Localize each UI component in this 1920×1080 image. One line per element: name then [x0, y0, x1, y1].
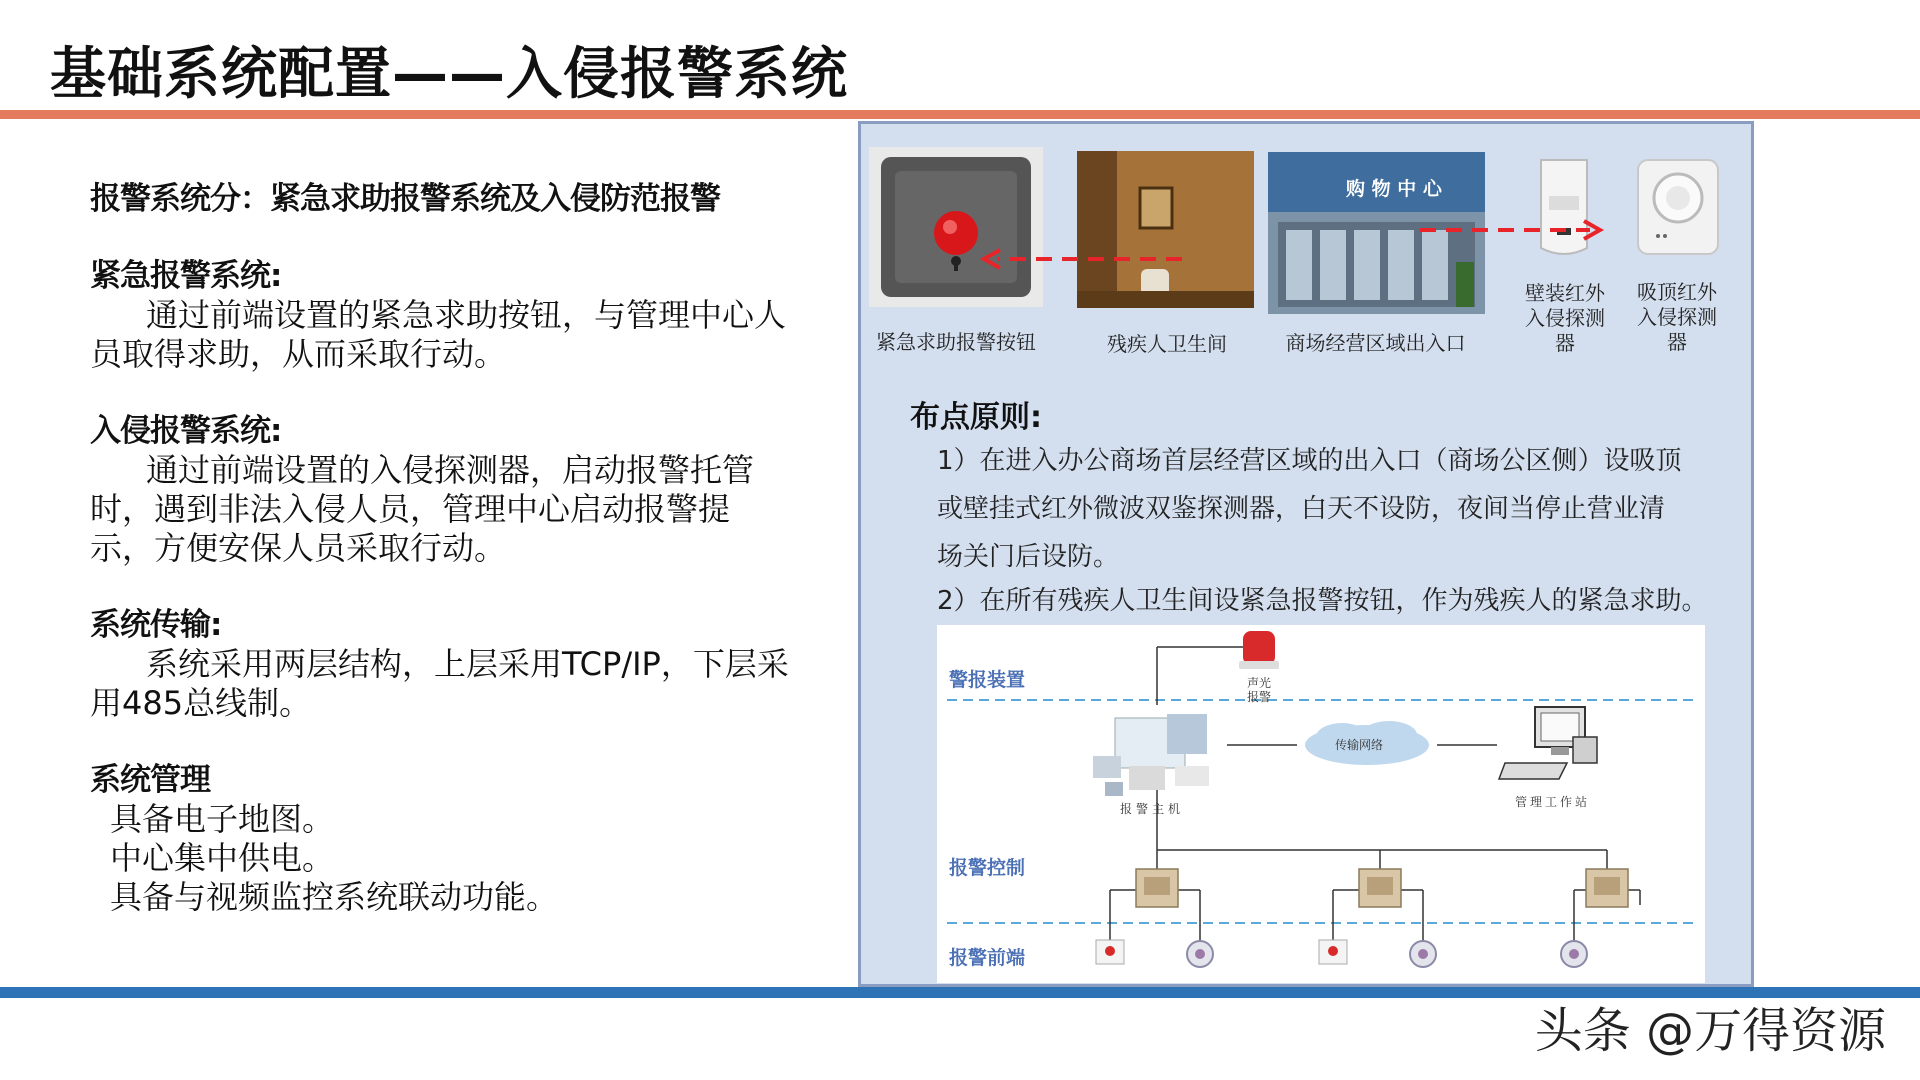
management-item: 中心集中供电。 [110, 839, 335, 877]
principle-line: 2）在所有残疾人卫生间设紧急报警按钮，作为残疾人的紧急求助。 [937, 586, 1708, 616]
caption-wall-detector [1515, 281, 1615, 356]
watermark: 头条 @万得资源 [1534, 1003, 1886, 1059]
caption-entrance: 商场经营区域出入口 [1285, 331, 1466, 355]
panic-button-icon [1316, 937, 1350, 967]
host-label: 报警主机 [1120, 802, 1185, 816]
principle-heading: 布点原则: [910, 400, 1042, 435]
transport-text: 系统采用两层结构，上层采用TCP/IP，下层采用485总线制。 [90, 645, 789, 722]
alarm-host-icon [1085, 710, 1235, 800]
layer-label-alarm-control: 报警控制 [949, 857, 1026, 879]
intrusion-text: 通过前端设置的入侵探测器，启动报警托管时，遇到非法入侵人员，管理中心启动报警提示，方便安保人员采取行动。 [90, 451, 755, 567]
emergency-text: 通过前端设置的紧急求助按钮，与管理中心人员取得求助，从而采取行动。 [90, 296, 787, 373]
management-item: 具备与视频监控系统联动功能。 [110, 878, 559, 916]
principle-line: 1）在进入办公商场首层经营区域的出入口（商场公区侧）设吸顶 [937, 446, 1682, 476]
intrusion-heading: 入侵报警系统: [90, 413, 282, 449]
caption-toilet: 残疾人卫生间 [1107, 332, 1227, 356]
transport-heading: 系统传输: [90, 607, 222, 643]
mall-sign-text: 购 物 中 心 [1346, 178, 1442, 200]
management-item: 具备电子地图。 [110, 800, 335, 838]
caption-emergency-button: 紧急求助报警按钮 [876, 330, 1036, 354]
management-block [90, 761, 790, 917]
network-label: 传输网络 [1335, 738, 1384, 752]
arrow-to-detector [1420, 221, 1600, 239]
principle-line: 场关门后设防。 [937, 542, 1120, 572]
caption-line: 器 [1667, 330, 1687, 354]
siren-label [1247, 676, 1271, 704]
detector-icon [1183, 939, 1217, 969]
caption-ceiling-detector [1627, 280, 1727, 355]
caption-line: 壁装红外 [1525, 281, 1605, 305]
caption-line: 入侵探测 [1525, 306, 1605, 330]
transport-block [90, 606, 790, 723]
caption-line: 器 [1555, 331, 1575, 355]
workstation-icon [1497, 703, 1607, 783]
controller-icon [1355, 865, 1405, 911]
detector-icon [1406, 939, 1440, 969]
workstation-label: 管理工作站 [1515, 795, 1591, 809]
detector-icon [1557, 939, 1591, 969]
controller-icon [1582, 865, 1632, 911]
controller-icon [1132, 865, 1182, 911]
siren-icon [1237, 627, 1281, 673]
page-title: 基础系统配置——入侵报警系统 [50, 42, 848, 107]
panic-button-icon [1093, 937, 1127, 967]
emergency-heading: 紧急报警系统: [90, 258, 282, 294]
intrusion-block [90, 412, 790, 568]
management-heading: 系统管理 [90, 762, 210, 798]
siren-label-line: 报警 [1247, 690, 1272, 704]
layer-label-alarm-frontend: 报警前端 [949, 947, 1026, 969]
layer-label-alarm-device: 警报装置 [949, 669, 1026, 691]
arrow-to-button [984, 250, 1182, 268]
principle-line: 或壁挂式红外微波双鉴探测器，白天不设防，夜间当停止营业清 [937, 494, 1666, 524]
siren-label-line: 声光 [1247, 676, 1272, 690]
caption-line: 吸顶红外 [1637, 280, 1717, 304]
caption-line: 入侵探测 [1637, 305, 1717, 329]
overview-heading: 报警系统分：紧急求助报警系统及入侵防范报警 [90, 181, 720, 217]
system-diagram [937, 625, 1705, 983]
